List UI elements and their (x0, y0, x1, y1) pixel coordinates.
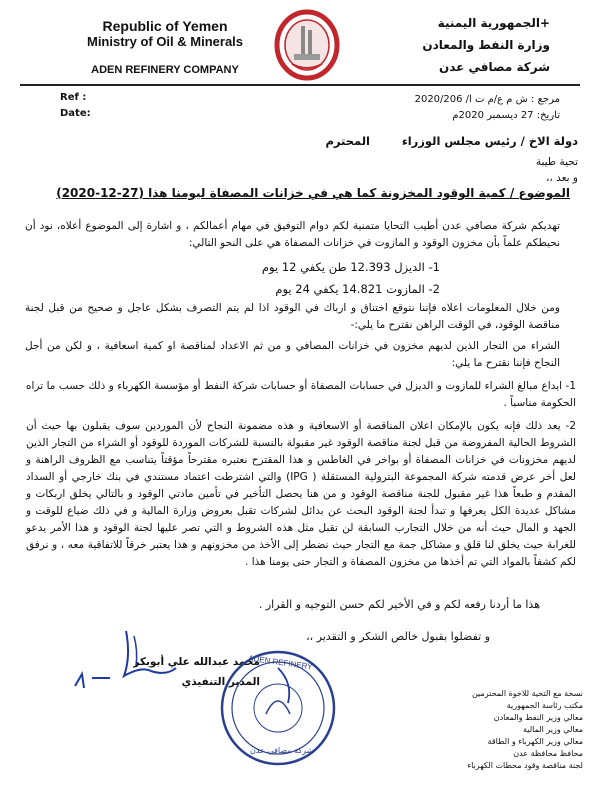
cc-item: لجنة مناقصة وقود محطات الكهرباء (467, 761, 583, 770)
header-company-en: ADEN REFINERY COMPANY (91, 64, 239, 76)
initials-mark (70, 666, 120, 696)
ref-number-ar: مرجع : ش م ع/م ت ا/ 2020/206 (414, 94, 560, 105)
cc-item: مكتب رئاسة الجمهورية (506, 701, 583, 710)
paragraph-intro: تهديكم شركة مصافي عدن أطيب التحايا متمنية لكم دوام التوفيق في مهام أعمالكم ، و اشارة إلى الموضوع أعلاه، نود أن نحيطكم علماً بأن مخزون الوقود و المازوت في خزانات المصفاة هي على النحو التالي: (25, 220, 560, 249)
cc-item: معالي وزير الكهرباء و الطاقة (487, 737, 583, 746)
cc-item: محافظ محافظة عدن (513, 749, 583, 758)
suggestion-2: 2- يعد ذلك فإنه يكون بالإمكان اعلان المناقصة أو الاسعافية و هذه مضمونة النجاح لأن الموردين سوف يقبلون بها حيث أن الشروط الحالية المفروضة من قبل لجنة مناقصة الوقود غير مقبولة بالنسبة للشركات الموردة للوقود أو الشراء من التجار الذين لديهم مخزونات في خزانات المصفاة أو بواخر في الغاطس و هذا المقترح نعتبره مقترحاً مؤقتاً يتناسب مع الظروف الراهنة و لعل أخر عرض قدمته شركة المجموعة البترولية المستقلة ( IPG) والتي اشترطت اعتماد مستندي في بنك خارجي أو السداد المقدم و طبعاً هذا غير مقبول للجنة مناقصة الوقود و من هنا يحصل التأخير في تأمين مادتي الوقود و بالتالي يخلق اربكات و مشاكل عديدة الكل يعرفها و تبدأ لجنة الوقود البحث عن بدائل لشركات تقبل بعروض وزارة المالية و في ذلك ضياع للوقت و الجهد و المال حيث أنه من خلال التجارب السابقة لن تقبل مثل هذه الشروط و التي تصر عليها لجنة الوقود و هذا الأمر يدعو للغرابة حيث يخلق لنا قلق و مشاكل جمة مع التجار حيث نضطر إلى الأخذ من مخزونهم و هذا يعتبر خرقاً للاتفاقية معه ، و نرفق لكم كشفاً بالمواد التي تم أخذها من مخزون المصفاة و التجار حتى يومنا هذا . (26, 420, 576, 568)
stock-item-mazut: 2- المازوت 14.821 يكفي 24 يوم (275, 282, 440, 296)
greeting-line-2: و بعد ،، (545, 172, 578, 184)
stock-item-diesel: 1- الديزل 12.393 طن يكفي 12 يوم (261, 260, 440, 274)
paragraph-proposal: الشراء من التجار الذين لديهم مخزون في خزانات المصافي و من ثم الاعداد لمناقصة او كمية اسعافية ، و لكن من أجل النجاح فإننا نقترح ما يلي: (25, 340, 560, 369)
subject-line: الموضوع / كمية الوقود المخزونة كما هي في خزانات المصفاة ليومنا هذا (27-12-2020) (56, 186, 570, 200)
header-ministry-ar: وزارة النفط والمعادن (422, 38, 550, 52)
date-ar: تاريخ: 27 ديسمبر 2020م (452, 110, 560, 121)
signer-name: محمد عبدالله علي أبوبكر (133, 656, 260, 668)
closing-line-2: و تفضلوا بقبول خالص الشكر و التقدير ،، (306, 630, 490, 643)
header-company-ar: شركة مصافي عدن (438, 60, 550, 74)
cc-item: معالي وزير النفط والمعادن (493, 713, 583, 722)
header-country-ar: +الجمهورية اليمنية (437, 16, 550, 30)
header-country-en: Republic of Yemen (102, 18, 228, 34)
date-label-en: Date: (60, 108, 91, 119)
stamp-text-ar: شركة مصافي عدن (250, 746, 314, 755)
signer-title: المدير التنفيذي (181, 676, 260, 688)
honorific: المحترم (325, 134, 370, 148)
suggestion-1: 1- ايداع مبالغ الشراء للمازوت و الديزل في حسابات المصفاة أو حسابات شركة النفط أو مؤسسة الكهرباء و ذلك حسب ما تراه الحكومة مناسباً . (26, 380, 576, 409)
company-logo (272, 8, 342, 82)
closing-line-1: هذا ما أردنا رفعه لكم و في الأخير لكم حسن التوجيه و القرار . (258, 598, 540, 611)
stamp-text-en: ADEN REFINERY (247, 653, 314, 672)
greeting-line-1: تحية طيبة (535, 156, 578, 168)
ref-label-en: Ref : (60, 92, 87, 103)
header-ministry-en: Ministry of Oil & Minerals (86, 34, 244, 49)
addressee: دولة الاخ / رئيس مجلس الوزراء (401, 134, 578, 148)
cc-label: نسخة مع التحية للاخوة المحترمين (471, 689, 583, 698)
company-stamp (218, 648, 338, 768)
header-divider (20, 84, 580, 86)
paragraph-expectation: ومن خلال المعلومات اعلاه فإننا نتوقع اختناق و ارباك في الوقود اذا لم يتم التصرف بشكل عاجل و صحيح من قبل لجنة مناقصة الوقود، في الوقت الراهن نقترح ما يلي:- (25, 302, 560, 331)
cc-item: معالي وزير المالية (522, 725, 583, 734)
